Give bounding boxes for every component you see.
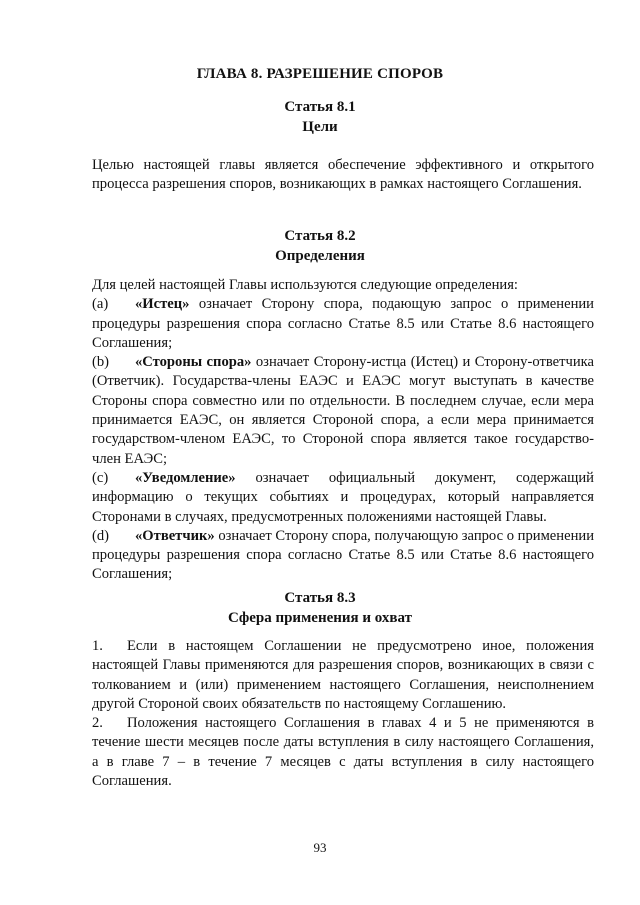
paragraph: Целью настоящей главы является обеспечение эффективного и открытого процесса разрешения споров, возникающих в рамках настоящего Соглашения. [92,157,594,193]
numbered-paragraph [92,714,594,791]
defined-term: «Уведомление» [135,469,236,486]
paragraph-text: Положения настоящего Соглашения в главах 4 и 5 не применяются в течение шести месяцев после даты вступления в силу настоящего Соглашения, а в главе 7 – в течение 7 месяцев с даты вступления в силу настоящего Соглашения. [92,715,594,790]
numbered-paragraph [92,637,594,714]
article-8-3-heading [0,588,640,628]
chapter-title: ГЛАВА 8. РАЗРЕШЕНИЕ СПОРОВ [196,66,444,82]
article-number: Статья 8.3 [284,590,356,606]
definition-item [92,527,594,585]
defined-term: «Истец» [135,296,190,313]
defined-term: «Стороны спора» [135,354,252,371]
article-title: Сфера применения и охват [227,610,412,626]
definition-item [92,295,594,353]
definitions-intro: Для целей настоящей Главы используются следующие определения: [92,277,518,293]
article-title: Цели [302,119,338,135]
item-label: (a) [92,296,109,313]
article-number: Статья 8.2 [284,228,356,244]
definition-text: означает Сторону спора, подающую запрос о применении процедуры разрешения спора согласно Статье 8.5 или Статье 8.6 настоящего Соглашения; [92,296,594,351]
article-8-3-body [92,637,594,791]
article-8-2-heading [0,226,640,266]
paragraph-number: 1. [92,638,103,654]
article-title: Определения [275,248,365,264]
item-label: (c) [92,469,109,486]
defined-term: «Ответчик» [135,527,215,544]
page-number: 93 [313,840,327,855]
item-label: (b) [92,354,110,371]
article-number: Статья 8.1 [284,99,356,115]
definition-text: означает официальный документ, содержащий информацию о текущих событиях и процедурах, который направляется Сторонами в случаях, предусмотренных положениями настоящей Главы. [92,469,594,525]
article-8-1-heading [0,97,640,137]
definition-item [92,353,594,469]
definition-text: означает Сторону спора, получающую запрос о применении процедуры разрешения спора согласно Статье 8.5 или Статье 8.6 настоящего Соглашения; [92,527,594,583]
article-8-1-body [92,156,594,195]
definition-text: означает Сторону-истца (Истец) и Сторону-ответчика (Ответчик). Государства-члены ЕАЭС и ЕАЭС могут выступать в качестве Стороны спора совместно или по отдельности. В последнем случае, если мера принимается ЕАЭС, он является Стороной спора, а если мера принимается государством-членом ЕАЭС, то Стороной спора является такое государство-член ЕАЭС; [92,354,594,467]
paragraph-text: Если в настоящем Соглашении не предусмотрено иное, положения настоящей Главы применяются для разрешения споров, возникающих в связи с толкованием и (или) применением настоящего Соглашения, неисполнением другой Стороной своих обязательств по настоящему Соглашению. [92,638,594,712]
article-8-2-body [92,276,594,585]
paragraph-number: 2. [92,715,103,732]
item-label: (d) [92,527,110,544]
definition-item [92,469,594,527]
